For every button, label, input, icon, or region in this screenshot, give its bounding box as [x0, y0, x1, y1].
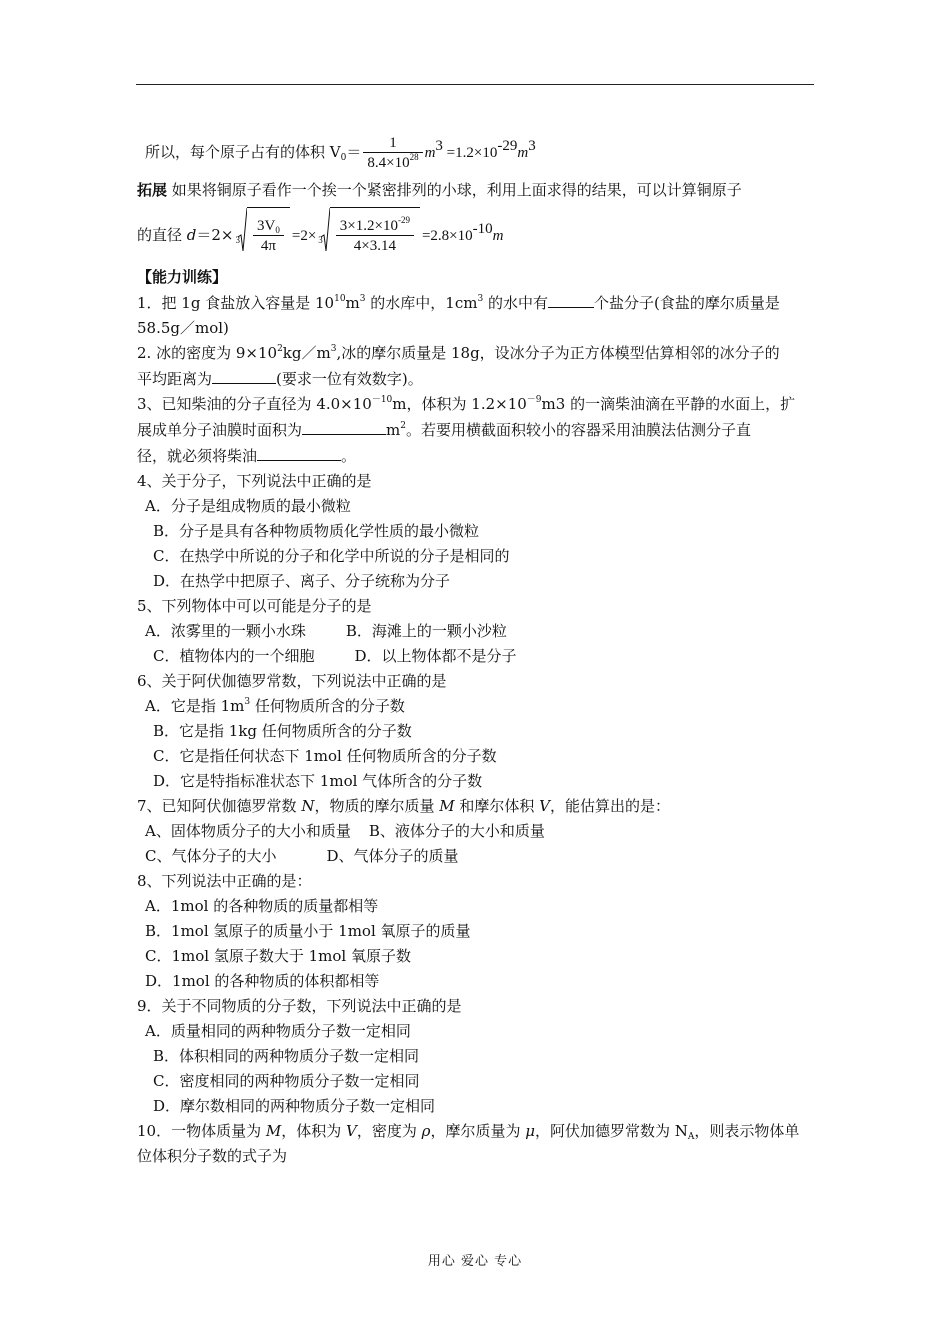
question-10-line2: 位体积分子数的式子为: [137, 1147, 288, 1165]
option-b: B．1mol 氢原子的质量小于 1mol 氧原子的质量: [145, 922, 471, 940]
option-c: C．密度相同的两种物质分子数一定相同: [153, 1072, 420, 1090]
answer-blank[interactable]: [302, 417, 386, 435]
radical-sign-icon: [321, 207, 330, 253]
options-cd: C．植物体内的一个细胞 D．以上物体都不是分子: [153, 647, 517, 665]
option-a: A．它是指 $1m^3$ 任何物质所含的分子数: [145, 697, 405, 715]
option-b: B．体积相同的两种物质分子数一定相同: [153, 1047, 420, 1065]
option-c: C．它是指任何状态下 1mol 任何物质所含的分子数: [153, 747, 497, 765]
question-1-line2: 58.5g／mol): [137, 319, 229, 337]
answer-blank[interactable]: [212, 366, 276, 384]
answer-blank[interactable]: [548, 290, 594, 308]
answer-blank[interactable]: [257, 443, 341, 461]
question-2: 2. 冰的密度为 $9\times 10^2kg/m^3$,冰的摩尔质量是 18g，设冰分子为正方体模型估算相邻的冰分子的: [137, 344, 780, 362]
question-4: 4、关于分子，下列说法中正确的是: [137, 472, 372, 490]
question-2-line2: 平均距离为 (要求一位有效数字)。: [137, 366, 815, 392]
option-c: C．在热学中所说的分子和化学中所说的分子是相同的: [153, 547, 510, 565]
radical-sign-icon: [238, 207, 247, 253]
section-title: 【能力训练】: [137, 268, 228, 286]
document-body: [137, 128, 815, 1169]
option-c: C．1mol 氢原子数大于 1mol 氧原子数: [145, 947, 411, 965]
question-3: 3、已知柴油的分子直径为 $4.0\times 10^{-10}m$，体积为 $1.2\times 10^{-9}m3$ 的一滴柴油滴在平静的水面上，扩: [137, 395, 796, 413]
page-footer: 用心 爱心 专心: [427, 1254, 523, 1269]
question-5: 5、下列物体中可以可能是分子的是: [137, 597, 372, 615]
option-d: D．在热学中把原子、离子、分子统称为分子: [153, 572, 451, 590]
option-b: B．分子是具有各种物质物质化学性质的最小微粒: [153, 522, 480, 540]
extension-line1: 拓展 如果将铜原子看作一个挨一个紧密排列的小球，利用上面求得的结果，可以计算铜原子: [137, 181, 742, 199]
options-cd: C、气体分子的大小 D、气体分子的质量: [145, 847, 459, 865]
question-3-line2: 展成单分子油膜时面积为 $m^2$。若要用横截面积较小的容器采用油膜法估测分子直: [137, 417, 815, 443]
option-a: A．质量相同的两种物质分子数一定相同: [145, 1022, 411, 1040]
question-3-line3: 径，就必须将柴油 。: [137, 443, 815, 469]
options-ab: A．浓雾里的一颗小水珠 B．海滩上的一颗小沙粒: [145, 622, 507, 640]
option-d: D．摩尔数相同的两种物质分子数一定相同: [153, 1097, 436, 1115]
question-8: 8、下列说法中正确的是：: [137, 872, 312, 890]
cube-root: 3 $\frac{3V_0}{4\pi}$: [236, 207, 290, 265]
cube-root: 3 $\frac{3\times 1.2\times 10^{-29}}{4\times 3.14}$: [318, 207, 420, 265]
option-d: D．1mol 的各种物质的体积都相等: [145, 972, 380, 990]
options-ab: A、固体物质分子的大小和质量 B、液体分子的大小和质量: [145, 822, 545, 840]
header-rule: [136, 84, 814, 85]
question-9: 9．关于不同物质的分子数，下列说法中正确的是: [137, 997, 462, 1015]
formula-volume-per-atom: 所以，每个原子占有的体积 $V_0=$ $\frac{1}{8.4\times 10^{28}}$ $m^3 =1.2\times 10^{-29}m^3$: [145, 135, 536, 171]
fraction: $\frac{1}{8.4\times 10^{28}}$: [363, 134, 422, 172]
question-1: 1．把 1g 食盐放入容量是 $10^{10}m^3$ 的水库中，$1cm^3$ 的水中有 个盐分子(食盐的摩尔质量是: [137, 290, 815, 316]
option-a: A．1mol 的各种物质的质量都相等: [145, 897, 379, 915]
option-b: B．它是指 1kg 任何物质所含的分子数: [153, 722, 412, 740]
option-d: D．它是特指标准状态下 1mol 气体所含的分子数: [153, 772, 483, 790]
question-10: 10．一物体质量为 M，体积为 V，密度为 ρ，摩尔质量为 μ，阿伏加德罗常数为 $N_A$，则表示物体单: [137, 1122, 800, 1142]
question-6: 6、关于阿伏伽德罗常数，下列说法中正确的是: [137, 672, 447, 690]
formula-diameter: 的直径 d＝2× 3 $\frac{3V_0}{4\pi}$ =2× 3 $\frac{3\times 1.2\times 10^{-29}}{4\times 3.14}$ $=2.8\times 10^{-10}m$: [137, 207, 815, 257]
option-a: A．分子是组成物质的最小微粒: [145, 497, 351, 515]
question-7: 7、已知阿伏伽德罗常数 N，物质的摩尔质量 M 和摩尔体积 V，能估算出的是：: [137, 797, 670, 815]
